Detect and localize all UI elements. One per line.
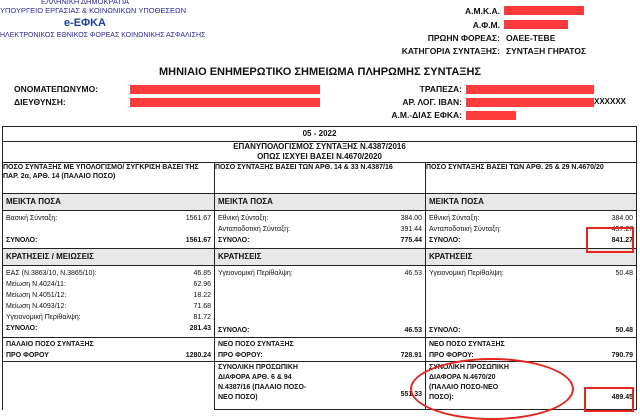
col1-deductions-label: ΚΡΑΤΗΣΕΙΣ / ΜΕΙΩΣΕΙΣ: [3, 249, 214, 265]
highlight-box-personal-difference: [584, 387, 634, 412]
col1-empty-cell: [3, 362, 215, 410]
col2-gross-cell: [215, 211, 426, 249]
col3-deductions-total: ΣΥΝΟΛΟ: 50.48: [429, 327, 634, 334]
amka-label: Α.Μ.Κ.Α.: [465, 6, 500, 16]
efka-am-label: Α.Μ.-ΔΙΑΣ ΕΦΚΑ:: [391, 110, 462, 120]
col2-gross-label: ΜΕΙΚΤΑ ΠΟΣΑ: [215, 194, 425, 210]
former-agency-label: ΠΡΩΗΝ ΦΟΡΕΑΣ:: [427, 33, 500, 43]
col3-gross-total: ΣΥΝΟΛΟ: 841.27: [429, 237, 634, 244]
efka-logo: e-ΕΦΚΑ: [63, 17, 107, 29]
col1-gross-cell: [3, 211, 215, 249]
col1-header: ΠΟΣΟ ΣΥΝΤΑΞΗΣ ΜΕ ΥΠΟΛΟΓΙΣΜΟ/ ΣΥΓΚΡΙΣΗ ΒΑΣΕΙ ΤΗΣ ΠΑΡ. 2α, ΑΡΘ. 14 (ΠΑΛΑΙΟ ΠΟΣΟ): [3, 163, 215, 194]
col2-gross-total: ΣΥΝΟΛΟ: 775.44: [218, 237, 422, 244]
col1-pretax-cell: [3, 338, 215, 362]
agency-name: ΗΛΕΚΤΡΟΝΙΚΟΣ ΕΘΝΙΚΟΣ ΦΟΡΕΑΣ ΚΟΙΝΩΝΙΚΗΣ ΑΣΦΑΛΙΣΗΣ: [0, 32, 206, 39]
col1-deductions-total: ΣΥΝΟΛΟ: 281.43: [6, 325, 211, 332]
highlight-circle-personal-difference: [410, 358, 574, 420]
iban-tail: XXXXXX: [594, 97, 627, 106]
col1-gross-total: ΣΥΝΟΛΟ: 1561.67: [6, 237, 211, 244]
col3-pretax: ΠΡΟ ΦΟΡΟΥ: 790.79: [429, 352, 634, 359]
list-item: Εθνική Σύνταξη: 384.00: [218, 215, 422, 222]
col2-diff-line2: ΔΙΑΦΟΡΑ ΑΡΘ. 6 & 94: [218, 374, 292, 381]
col2-diff-cell: [215, 362, 426, 410]
pension-category-label: ΚΑΤΗΓΟΡΙΑ ΣΥΝΤΑΞΗΣ:: [401, 46, 500, 56]
iban-redaction: [466, 98, 594, 107]
recalc-line1: ΕΠΑΝΥΠΟΛΟΓΙΣΜΟΣ ΣΥΝΤΑΞΗΣ Ν.4387/2016: [233, 142, 406, 151]
list-item: Υγειονομική Περίθαλψη: 81.72: [6, 314, 211, 321]
republic-heading: ΕΛΛΗΝΙΚΗ ΔΗΜΟΚΡΑΤΙΑ: [40, 0, 130, 6]
col1-pretax: ΠΡΟ ΦΟΡΟΥ 1280.24: [6, 352, 211, 359]
col3-diff-line4: ΠΟΣΟ):: [429, 394, 454, 401]
name-redaction: [130, 85, 320, 94]
list-item: Μείωση Ν.4093/12: 71.68: [6, 303, 211, 310]
list-item: Μείωση Ν.4024/11: 62.96: [6, 281, 211, 288]
col2-deductions-total: ΣΥΝΟΛΟ: 46.53: [218, 327, 422, 334]
col2-header: ΠΟΣΟ ΣΥΝΤΑΞΗΣ ΒΑΣΕΙ ΤΩΝ ΑΡΘ. 14 & 33 Ν.4387/16: [215, 163, 426, 194]
list-item: Μείωση Ν.4051/12: 18.22: [6, 292, 211, 299]
afm-redaction: [504, 20, 568, 29]
col2-pretax-label1: ΝΕΟ ΠΟΣΟ ΣΥΝΤΑΞΗΣ: [218, 341, 294, 348]
list-item: Ανταποδοτική Σύνταξη: 457.27: [429, 226, 634, 233]
highlight-box-new-gross-total: [586, 227, 634, 253]
col3-pretax-label1: ΝΕΟ ΠΟΣΟ ΣΥΝΤΑΞΗΣ: [429, 341, 505, 348]
list-item: ΕΑΣ (Ν.3863/10, Ν.3865/10): 46.85: [6, 270, 211, 277]
list-item: Υγειονομική Περίθαλψη: 50.48: [429, 270, 634, 277]
iban-label: ΑΡ. ΛΟΓ. ΙΒΑΝ:: [402, 97, 462, 107]
col3-gross-label: ΜΕΙΚΤΑ ΠΟΣΑ: [426, 194, 636, 210]
col2-deductions-cell: [215, 266, 426, 338]
col3-pretax-cell: [426, 338, 637, 362]
col2-pretax: ΠΡΟ ΦΟΡΟΥ: 728.91: [218, 352, 422, 359]
recalc-line2: ΟΠΩΣ ΙΣΧΥΕΙ ΒΑΣΕΙ Ν.4670/2020: [257, 152, 382, 161]
address-label: ΔΙΕΥΘΥΝΣΗ:: [14, 97, 66, 107]
period-cell: 05 - 2022: [3, 127, 637, 142]
col3-deductions-cell: [426, 266, 637, 338]
pension-category-value: ΣΥΝΤΑΞΗ ΓΗΡΑΤΟΣ: [506, 46, 587, 56]
col2-diff-line1: ΣΥΝΟΛΙΚΗ ΠΡΟΣΩΠΙΚΗ: [218, 364, 298, 371]
col2-diff-line4: ΝΕΟ ΠΟΣΟ): [218, 394, 258, 401]
col1-deductions-cell: [3, 266, 215, 338]
former-agency-value: ΟΑΕΕ-ΤΕΒΕ: [506, 33, 556, 43]
efka-am-redaction: [466, 111, 516, 120]
ministry-heading: ΥΠΟΥΡΓΕΙΟ ΕΡΓΑΣΙΑΣ & ΚΟΙΝΩΝΙΚΩΝ ΥΠΟΘΕΣΕΩΝ: [0, 6, 187, 15]
bank-label: ΤΡΑΠΕΖΑ:: [419, 84, 462, 94]
name-label: ΟΝΟΜΑΤΕΠΩΝΥΜΟ:: [14, 84, 99, 94]
amka-redaction: [504, 6, 584, 15]
col3-deductions-label: ΚΡΑΤΗΣΕΙΣ: [426, 249, 636, 265]
col3-header: ΠΟΣΟ ΣΥΝΤΑΞΗΣ ΒΑΣΕΙ ΤΩΝ ΑΡΘ. 25 & 29 Ν.4670/20: [426, 163, 637, 194]
list-item: Βασική Σύνταξη: 1561.67: [6, 215, 211, 222]
page-title: ΜΗΝΙΑΙΟ ΕΝΗΜΕΡΩΤΙΚΟ ΣΗΜΕΙΩΜΑ ΠΛΗΡΩΜΗΣ ΣΥΝΤΑΞΗΣ: [158, 66, 481, 78]
col2-diff-value: 551.33: [400, 391, 422, 398]
recalc-header: [3, 142, 637, 163]
col3-diff-line2: ΔΙΑΦΟΡΑ Ν.4670/20: [429, 374, 496, 381]
address-redaction: [130, 98, 320, 107]
col3-diff-value: 489.45: [611, 394, 634, 401]
list-item: Εθνική Σύνταξη: 384.00: [429, 215, 634, 222]
col3-diff-line3: (ΠΑΛΑΙΟ ΠΟΣΟ-ΝΕΟ: [429, 384, 499, 391]
list-item: Ανταποδοτική Σύνταξη: 391.44: [218, 226, 422, 233]
col1-gross-label: ΜΕΙΚΤΑ ΠΟΣΑ: [3, 194, 214, 210]
bank-redaction: [466, 85, 594, 94]
col2-diff-line3: Ν.4387/16 (ΠΑΛΑΙΟ ΠΟΣΟ-: [218, 384, 307, 391]
col2-pretax-cell: [215, 338, 426, 362]
col3-diff-line1: ΣΥΝΟΛΙΚΗ ΠΡΟΣΩΠΙΚΗ: [429, 364, 509, 371]
col2-deductions-label: ΚΡΑΤΗΣΕΙΣ: [215, 249, 425, 265]
col1-pretax-label1: ΠΑΛΑΙΟ ΠΟΣΟ ΣΥΝΤΑΞΗΣ: [6, 341, 94, 348]
list-item: Υγειονομική Περίθαλψη: 46.53: [218, 270, 422, 277]
afm-label: Α.Φ.Μ.: [472, 20, 500, 30]
